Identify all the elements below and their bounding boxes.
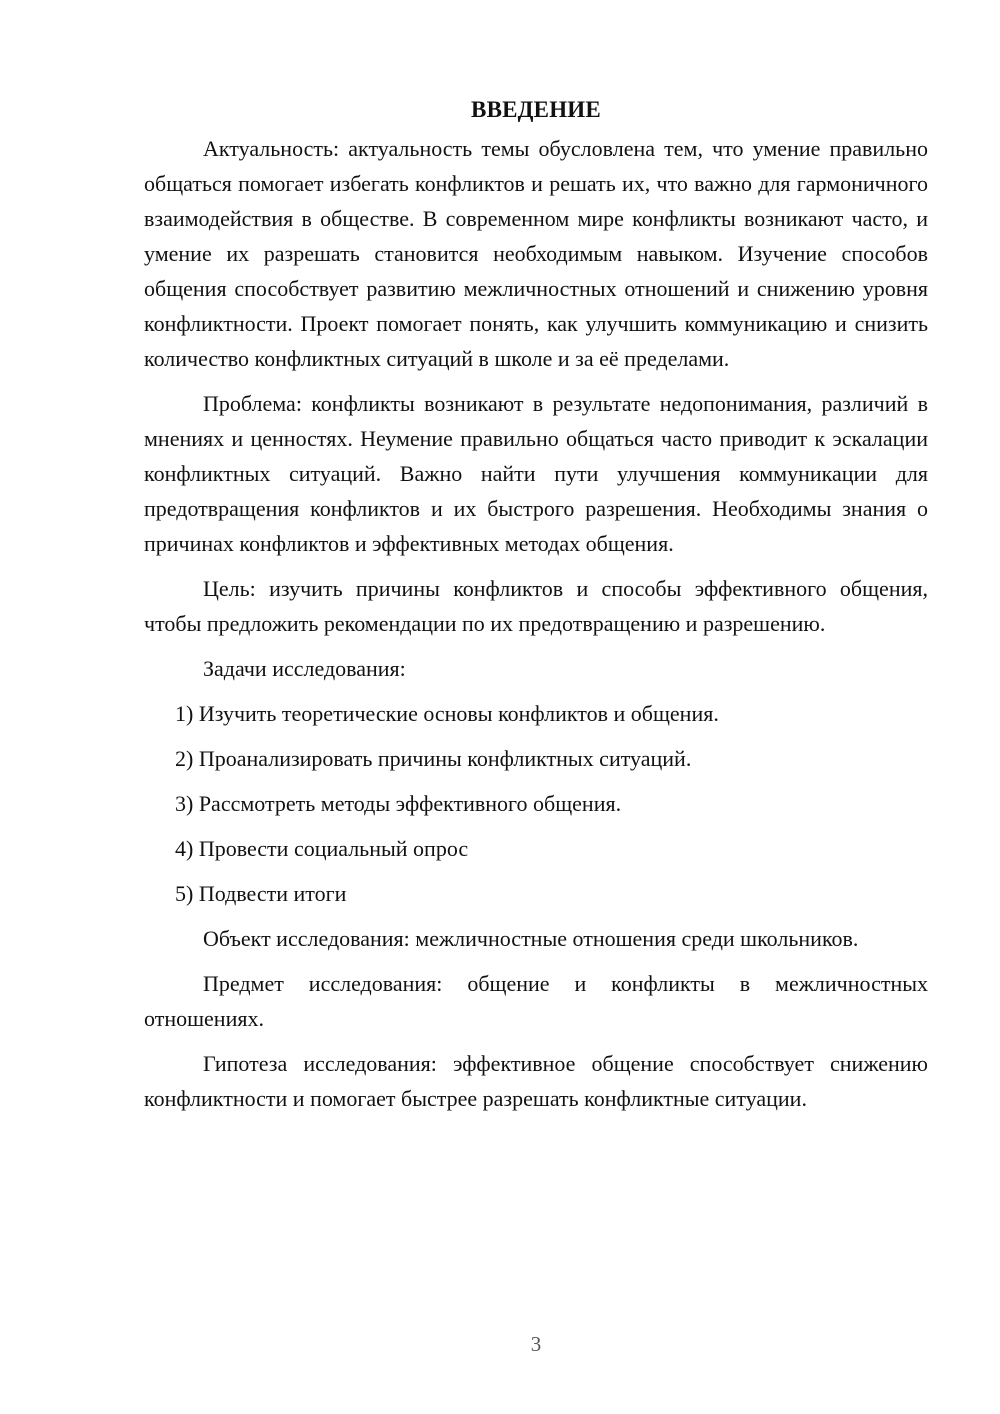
paragraph-hypothesis: Гипотеза исследования: эффективное общение способствует снижению конфликтности и помогает быстрее разрешать конфликтные ситуации.: [144, 1051, 928, 1111]
page-title: ВВЕДЕНИЕ: [471, 97, 601, 122]
document-page: [144, 92, 928, 1126]
paragraph-subject: Предмет исследования: общение и конфликты в межличностных отношениях.: [144, 971, 928, 1031]
paragraph-relevance: Актуальность: актуальность темы обусловлена тем, что умение правильно общаться помогает избегать конфликтов и решать их, что важно для гармоничного взаимодействия в обществе. В современном мире конфликты возникают часто, и умение их разрешать становится необходимым навыком. Изучение способов общения способствует развитию межличностных отношений и снижению уровня конфликтности. Проект помогает понять, как улучшить коммуникацию и снизить количество конфликтных ситуаций в школе и за её пределами.: [144, 136, 928, 371]
list-item: 2) Проанализировать причины конфликтных ситуаций.: [175, 746, 692, 771]
list-item: 4) Провести социальный опрос: [175, 836, 469, 861]
tasks-heading: Задачи исследования:: [203, 656, 406, 681]
paragraph-object: Объект исследования: межличностные отношения среди школьников.: [203, 926, 859, 951]
paragraph-goal: Цель: изучить причины конфликтов и способы эффективного общения, чтобы предложить рекомендации по их предотвращению и разрешению.: [144, 576, 928, 636]
paragraph-problem: Проблема: конфликты возникают в результате недопонимания, различий в мнениях и ценностях. Неумение правильно общаться часто приводит к эскалации конфликтных ситуаций. Важно найти пути улучшения коммуникации для предотвращения конфликтов и их быстрого разрешения. Необходимы знания о причинах конфликтов и эффективных методах общения.: [144, 391, 928, 556]
list-item: 3) Рассмотреть методы эффективного общения.: [175, 791, 622, 816]
list-item: 1) Изучить теоретические основы конфликтов и общения.: [175, 701, 719, 726]
list-item: 5) Подвести итоги: [175, 881, 347, 906]
task-list: [144, 696, 928, 911]
page-number: 3: [530, 1332, 542, 1356]
